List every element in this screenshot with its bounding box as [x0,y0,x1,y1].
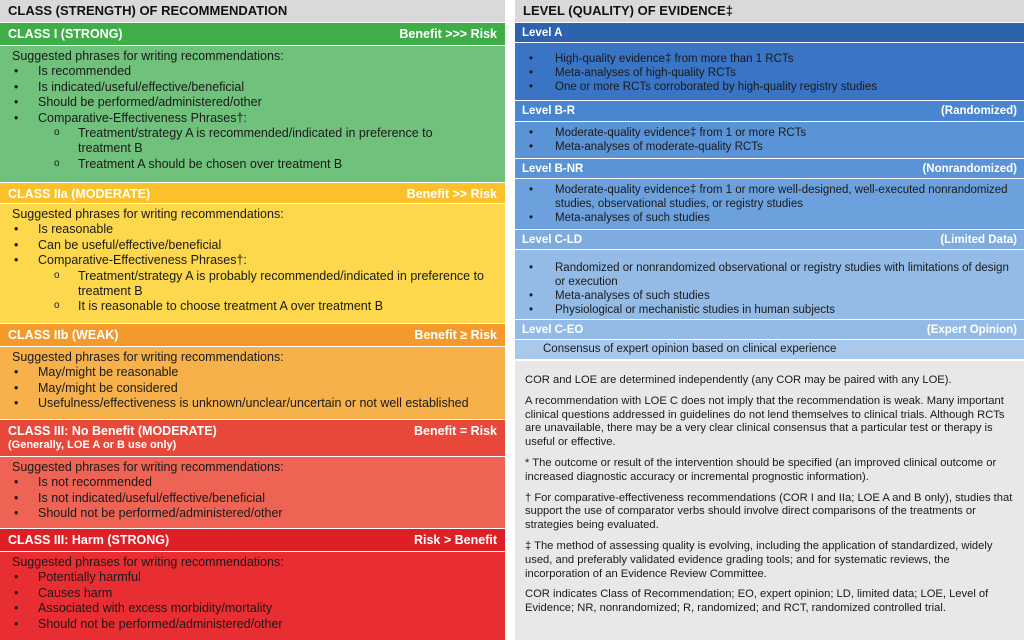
class-1-body [0,46,505,182]
class-3-harm-tag: Risk > Benefit [413,533,497,547]
loe-column [515,0,1024,359]
class-2a-header [0,182,505,204]
class-3-nobenefit-item: • Should not be performed/administered/other [12,506,497,521]
class-1-item: • Is recommended [12,64,497,79]
class-3-harm-body [0,552,505,640]
class-3-harm-item: • Potentially harmful [12,570,497,585]
level-bnr-item: • Moderate-quality evidence‡ from 1 or more well-designed, well-executed nonrandomized studies, observational studies, or registry studies [527,183,1016,211]
notes-panel [515,361,1024,640]
class-2b-title: CLASS IIb (WEAK) [8,328,119,342]
level-cld-tag: (Limited Data) [940,233,1017,246]
level-bnr-body [515,179,1024,229]
level-bnr-tag: (Nonrandomized) [922,162,1017,175]
level-br-title: Level B-R [522,105,576,117]
class-1-item-text: Comparative-Effectiveness Phrases†: [38,110,247,125]
class-3-nobenefit-subtitle: (Generally, LOE A or B use only) [8,439,177,451]
class-2b-tag: Benefit ≥ Risk [414,328,497,342]
loe-column-header: LEVEL (QUALITY) OF EVIDENCE‡ [515,0,1024,22]
level-bnr-header [515,158,1024,179]
class-3-harm-intro: Suggested phrases for writing recommendations: [12,555,284,569]
class-1-item [12,111,497,173]
class-3-harm-item: • Causes harm [12,586,497,601]
level-cld-body [515,250,1024,319]
class-2a-subitem: o It is reasonable to choose treatment A over treatment B [38,299,497,314]
note-paragraph: ‡ The method of assessing quality is evolving, including the application of standardized, widely used, and preferably validated evidence grading tools; and for systematic reviews, the incorporation of an Evidence Review Committee. [525,539,993,580]
class-3-nobenefit-header [0,419,505,457]
cor-column [0,0,505,640]
cor-column-header: CLASS (STRENGTH) OF RECOMMENDATION [0,0,505,22]
level-bnr-title: Level B-NR [522,162,584,175]
class-2b-item: • Usefulness/effectiveness is unknown/unclear/uncertain or not well established [12,396,497,411]
class-3-nobenefit-tag: Benefit = Risk [413,424,497,438]
class-3-harm-header [0,528,505,552]
class-2a-title: CLASS IIa (MODERATE) [8,187,151,201]
level-a-title: Level A [522,26,563,39]
class-2a-item [12,253,497,315]
class-2a-subitem: o Treatment/strategy A is probably recommended/indicated in preference to treatment B [38,269,497,300]
class-3-harm-item: • Should not be performed/administered/other [12,617,497,632]
class-1-subitem: o Treatment/strategy A is recommended/indicated in preference to treatment B [38,126,497,157]
level-cld-item: • Randomized or nonrandomized observational or registry studies with limitations of design or execution [527,261,1016,289]
level-a-item: • Meta-analyses of high-quality RCTs [527,66,1016,80]
level-ceo-text: Consensus of expert opinion based on clinical experience [543,343,837,355]
level-br-item: • Meta-analyses of moderate-quality RCTs [527,140,1016,154]
level-cld-title: Level C-LD [522,233,583,246]
class-2b-item: • May/might be reasonable [12,365,497,380]
class-1-tag: Benefit >>> Risk [399,27,497,41]
class-2a-item-text: Comparative-Effectiveness Phrases†: [38,253,247,268]
class-2a-intro: Suggested phrases for writing recommendations: [12,207,284,221]
class-2a-body [0,204,505,323]
class-3-nobenefit-title-block [8,424,217,451]
class-1-intro: Suggested phrases for writing recommendations: [12,49,284,63]
level-cld-item: • Physiological or mechanistic studies in human subjects [527,303,1016,317]
level-cld-header [515,229,1024,250]
level-br-item: • Moderate-quality evidence‡ from 1 or more RCTs [527,126,1016,140]
level-ceo-tag: (Expert Opinion) [926,323,1017,336]
class-3-nobenefit-body [0,457,505,528]
class-3-harm-item: • Associated with excess morbidity/mortality [12,601,497,616]
class-3-nobenefit-intro: Suggested phrases for writing recommendations: [12,460,284,474]
level-ceo-header [515,319,1024,340]
level-a-header [515,22,1024,43]
class-2b-item: • May/might be considered [12,381,497,396]
class-1-item: • Should be performed/administered/other [12,95,497,110]
level-ceo-title: Level C-EO [522,323,584,336]
note-paragraph: † For comparative-effectiveness recommendations (COR I and IIa; LOE A and B only), studies that support the use of comparator verbs should involve direct comparisons of the treatments or strategies being evaluated. [525,491,1013,532]
class-1-title: CLASS I (STRONG) [8,27,123,41]
class-2b-header [0,323,505,347]
class-2a-item: • Can be useful/effective/beneficial [12,238,497,253]
class-2a-tag: Benefit >> Risk [406,187,497,201]
level-br-body [515,122,1024,158]
level-bnr-item: • Meta-analyses of such studies [527,211,1016,225]
level-br-tag: (Randomized) [940,105,1017,117]
class-3-nobenefit-item: • Is not indicated/useful/effective/beneficial [12,491,497,506]
level-a-item: • One or more RCTs corroborated by high-quality registry studies [527,80,1016,94]
class-2a-item: • Is reasonable [12,222,497,237]
note-paragraph: COR and LOE are determined independently (any COR may be paired with any LOE). [525,374,952,386]
note-paragraph: * The outcome or result of the intervention should be specified (an improved clinical outcome or increased diagnostic accuracy or incremental prognostic information). [525,456,997,483]
class-3-nobenefit-item: • Is not recommended [12,475,497,490]
class-1-subitem: o Treatment A should be chosen over treatment B [38,157,497,172]
level-a-item: • High-quality evidence‡ from more than 1 RCTs [527,52,1016,66]
class-3-harm-title: CLASS III: Harm (STRONG) [8,533,170,547]
class-3-nobenefit-title: CLASS III: No Benefit (MODERATE) [8,424,217,438]
class-2b-body [0,347,505,419]
class-2b-intro: Suggested phrases for writing recommendations: [12,350,284,364]
note-paragraph: A recommendation with LOE C does not imply that the recommendation is weak. Many important clinical questions addressed in guidelines do not lend themselves to clinical trials. Although RCTs are unavailable, there may be a very clear clinical consensus that a particular test or therapy is useful or effective. [525,394,1005,449]
level-ceo-body [515,340,1024,359]
level-a-body [515,43,1024,100]
level-cld-item: • Meta-analyses of such studies [527,289,1016,303]
note-paragraph: COR indicates Class of Recommendation; EO, expert opinion; LD, limited data; LOE, Level of Evidence; NR, nonrandomized; R, randomized; and RCT, randomized controlled trial. [525,588,989,615]
class-1-item: • Is indicated/useful/effective/beneficial [12,80,497,95]
level-br-header [515,100,1024,122]
class-1-header [0,22,505,46]
